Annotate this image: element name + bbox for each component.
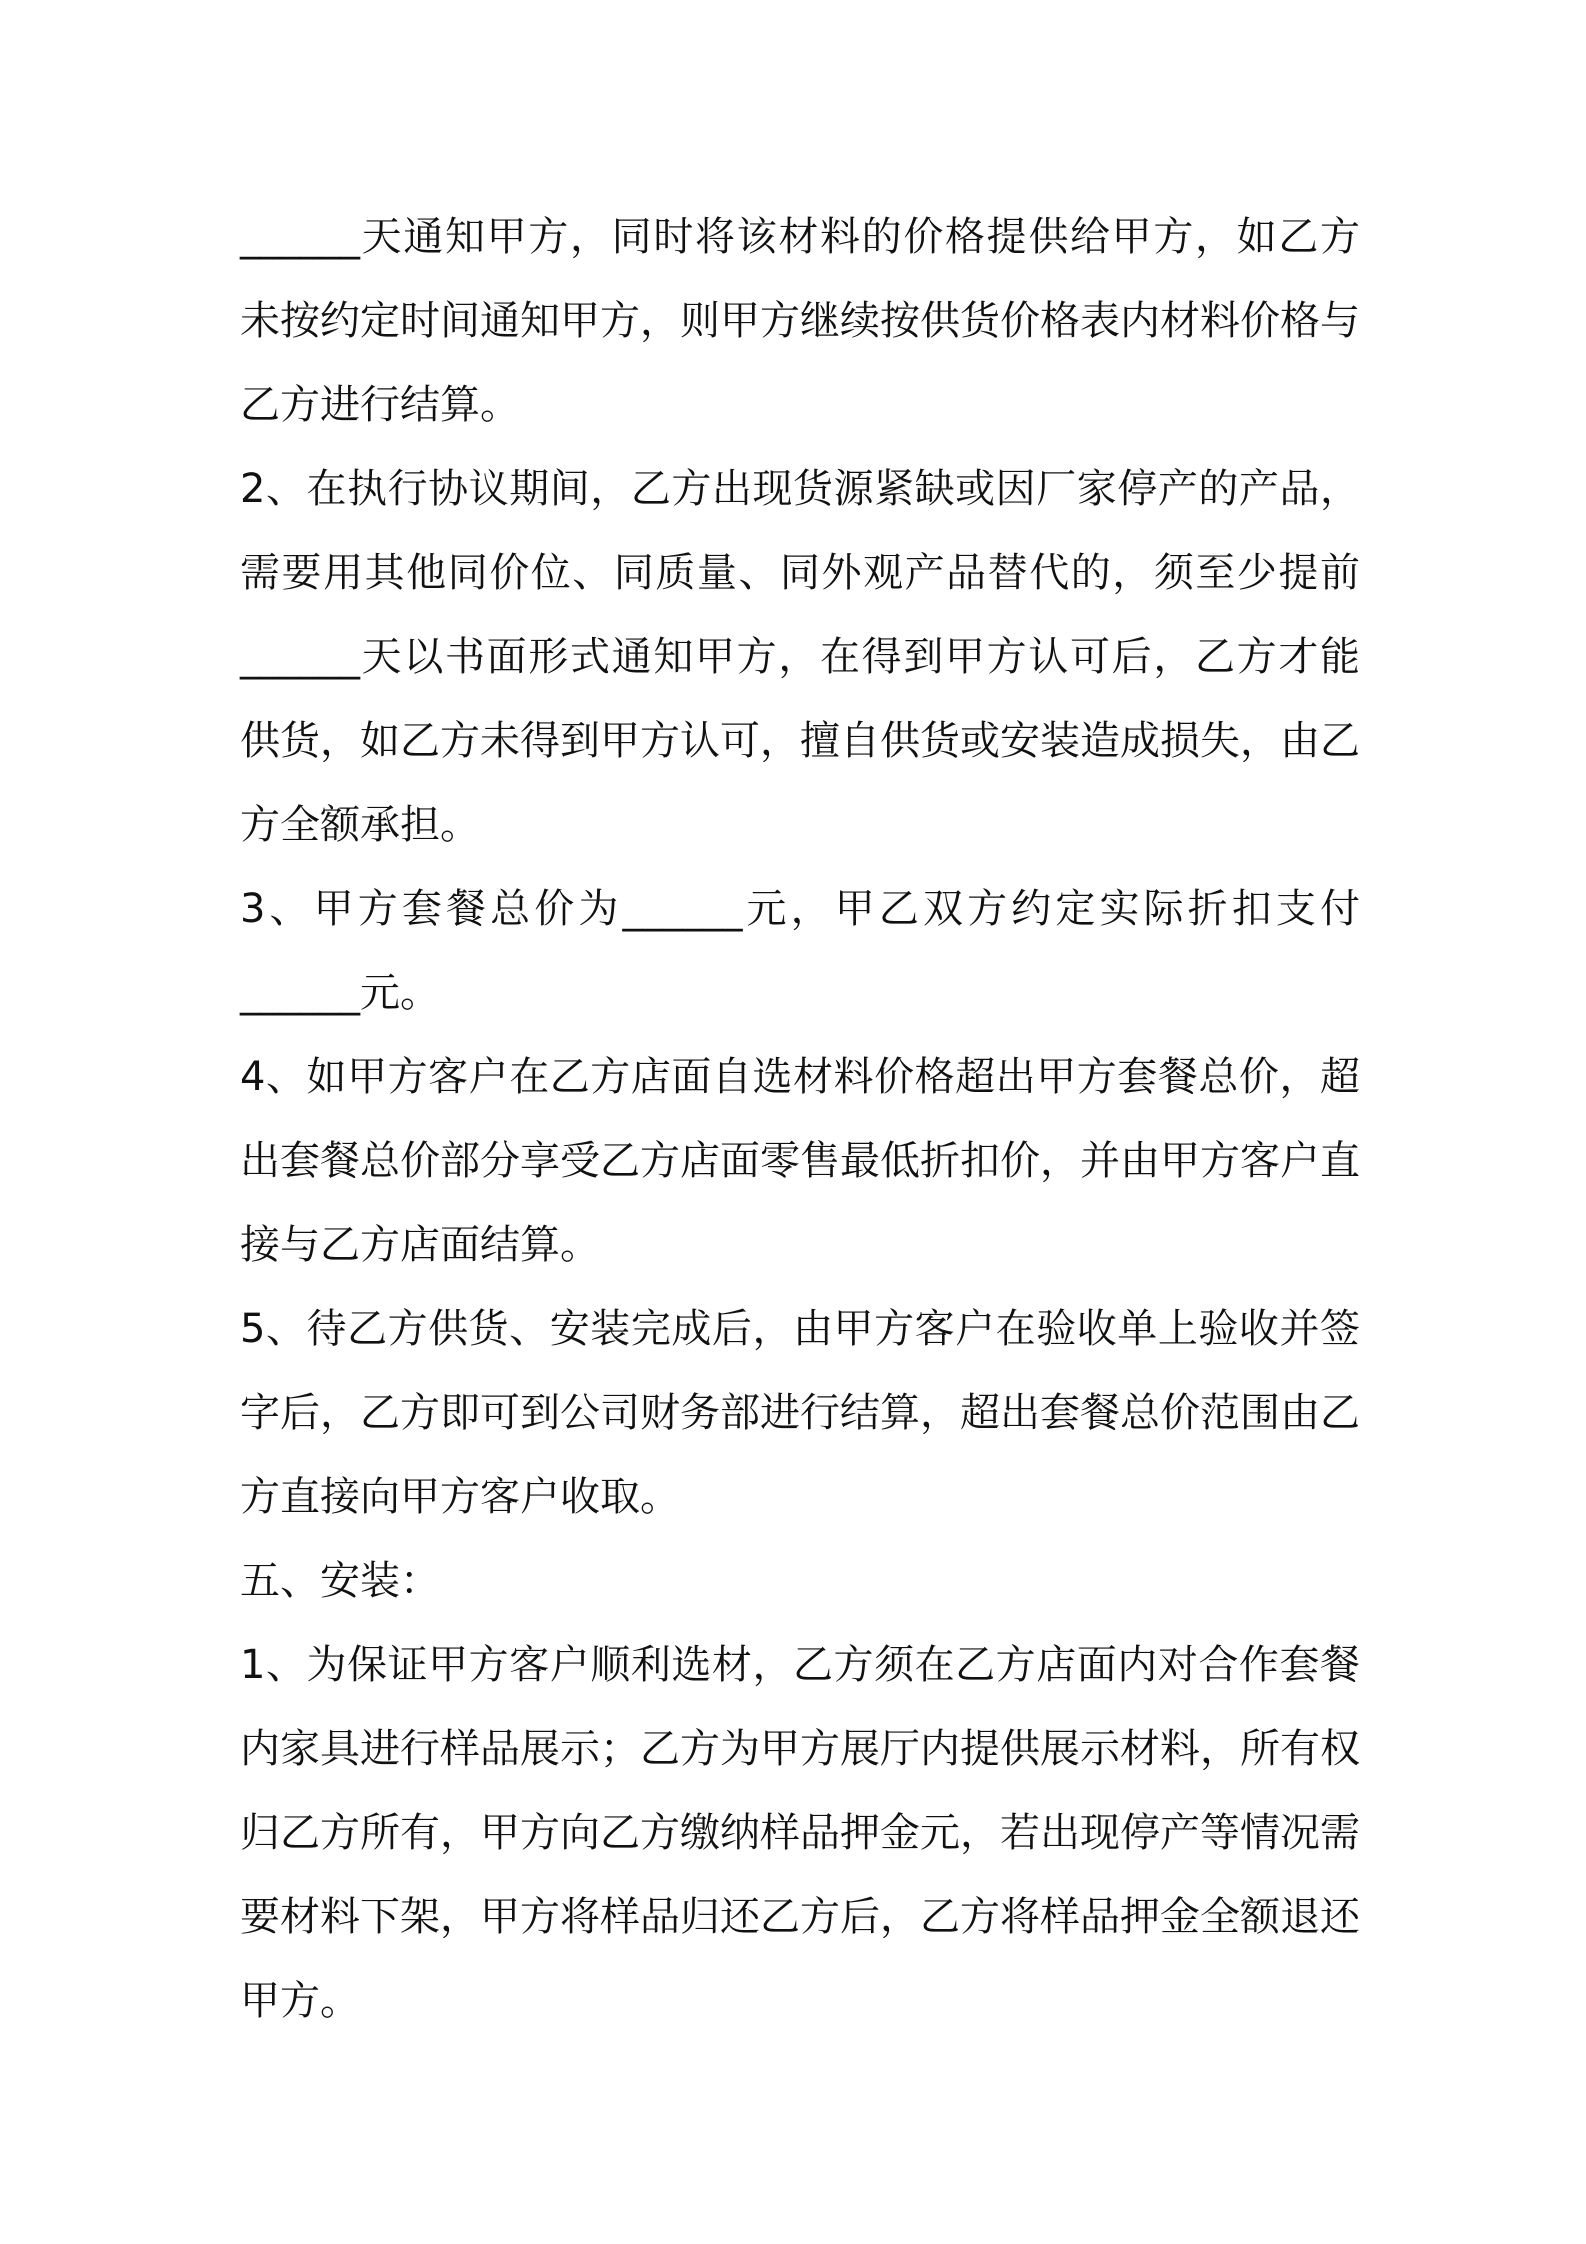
text-line: 4、如甲方客户在乙方店面自选材料价格超出甲方套餐总价，超	[240, 1054, 1360, 1100]
text-line: ______元。	[240, 970, 440, 1016]
text-line: 5、待乙方供货、安装完成后，由甲方客户在验收单上验收并签	[240, 1306, 1360, 1352]
text-line: 要材料下架，甲方将样品归还乙方后，乙方将样品押金全额退还	[240, 1894, 1360, 1940]
text-line: 方直接向甲方客户收取。	[240, 1474, 680, 1520]
text-line: 出套餐总价部分享受乙方店面零售最低折扣价，并由甲方客户直	[240, 1138, 1360, 1184]
text-line: 需要用其他同价位、同质量、同外观产品替代的，须至少提前	[240, 550, 1360, 596]
text-line: 归乙方所有，甲方向乙方缴纳样品押金元，若出现停产等情况需	[240, 1810, 1360, 1856]
text-line: 接与乙方店面结算。	[240, 1222, 600, 1268]
text-line: 乙方进行结算。	[240, 382, 520, 428]
text-line: ______天以书面形式通知甲方，在得到甲方认可后，乙方才能	[240, 634, 1360, 680]
text-line: 字后，乙方即可到公司财务部进行结算，超出套餐总价范围由乙	[240, 1390, 1360, 1436]
text-line: ______天通知甲方，同时将该材料的价格提供给甲方，如乙方	[240, 214, 1360, 260]
text-line: 内家具进行样品展示；乙方为甲方展厅内提供展示材料，所有权	[240, 1726, 1360, 1772]
document-page	[240, 195, 1360, 2043]
text-line: 甲方。	[240, 1978, 360, 2024]
text-line: 2、在执行协议期间，乙方出现货源紧缺或因厂家停产的产品，	[240, 466, 1360, 512]
text-line: 供货，如乙方未得到甲方认可，擅自供货或安装造成损失，由乙	[240, 718, 1360, 764]
section-heading: 五、安装：	[240, 1558, 440, 1604]
text-line: 3、甲方套餐总价为______元，甲乙双方约定实际折扣支付	[240, 886, 1360, 932]
text-line: 未按约定时间通知甲方，则甲方继续按供货价格表内材料价格与	[240, 298, 1360, 344]
text-line: 方全额承担。	[240, 802, 480, 848]
text-line: 1、为保证甲方客户顺利选材，乙方须在乙方店面内对合作套餐	[240, 1642, 1360, 1688]
